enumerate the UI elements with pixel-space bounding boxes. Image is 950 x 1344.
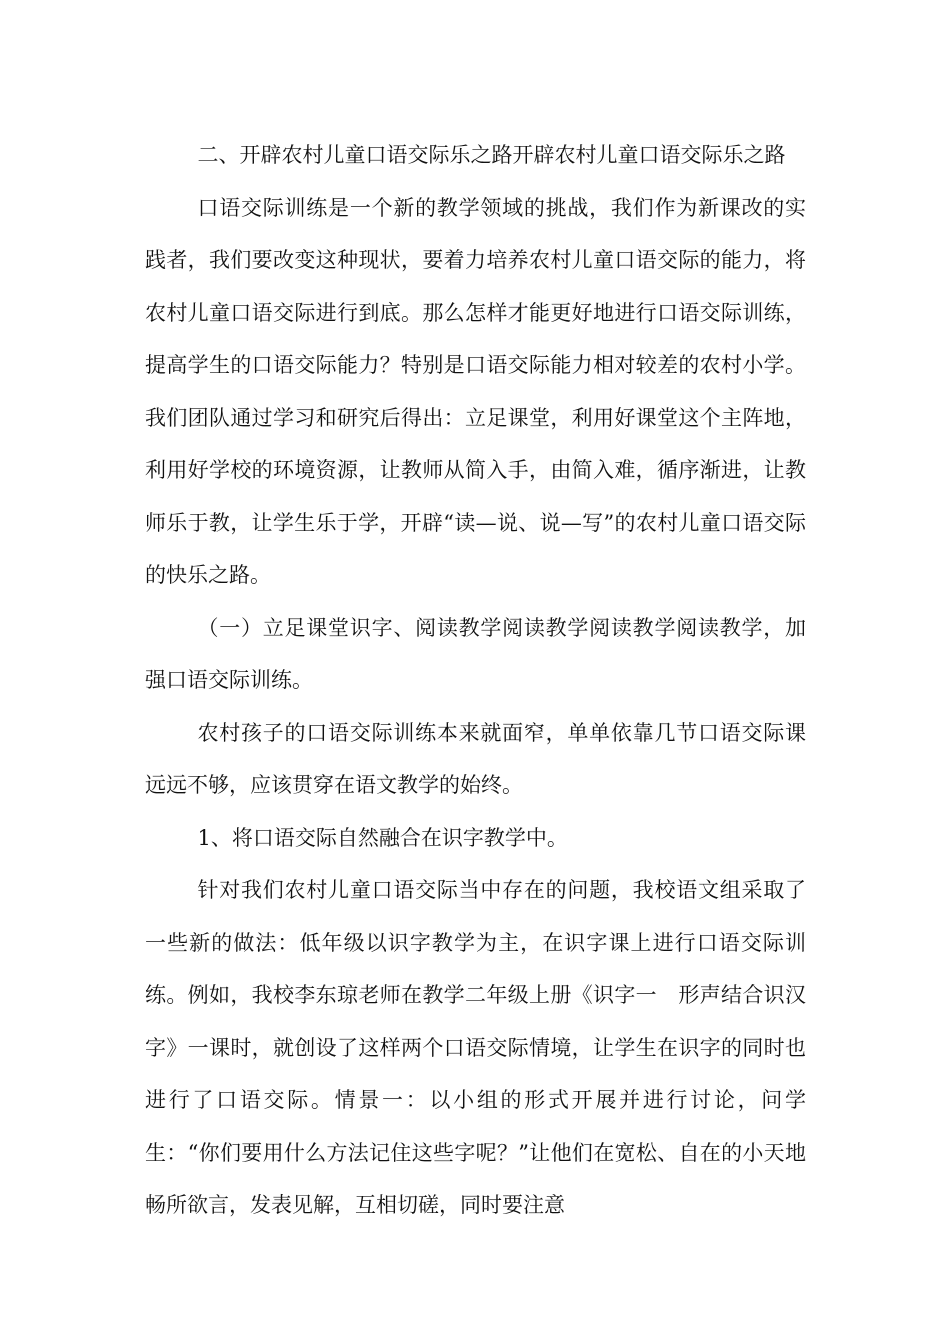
body-paragraph: 农村孩子的口语交际训练本来就面窄，单单依靠几节口语交际课远远不够，应该贯穿在语文教学的始终。: [145, 720, 806, 797]
subsection-heading: （一）立足课堂识字、阅读教学阅读教学阅读教学阅读教学，加强口语交际训练。: [145, 615, 806, 692]
numbered-item-heading: 1、将口语交际自然融合在识字教学中。: [197, 825, 568, 850]
body-paragraph: 针对我们农村儿童口语交际当中存在的问题，我校语文组采取了一些新的做法：低年级以识字教学为主，在识字课上进行口语交际训练。例如，我校李东琼老师在教学二年级上册《识字一 形声结合识汉字》一课时，就创设了这样两个口语交际情境，让学生在识字的同时也进行了口语交际。情景一：以小组的形式开展并进行讨论，问学生：“你们要用什么方法记住这些字呢？”让他们在宽松、自在的小天地畅所欲言，发表见解，互相切磋，同时要注意: [145, 878, 806, 1217]
section-heading: 二、开辟农村儿童口语交际乐之路开辟农村儿童口语交际乐之路: [197, 143, 786, 167]
body-paragraph: 口语交际训练是一个新的教学领域的挑战，我们作为新课改的实践者，我们要改变这种现状，要着力培养农村儿童口语交际的能力，将农村儿童口语交际进行到底。那么怎样才能更好地进行口语交际训练，提高学生的口语交际能力？特别是口语交际能力相对较差的农村小学。我们团队通过学习和研究后得出：立足课堂，利用好课堂这个主阵地，利用好学校的环境资源，让教师从简入手，由简入难，循序渐进，让教师乐于教，让学生乐于学，开辟“读—说、说—写”的农村儿童口语交际的快乐之路。: [145, 195, 806, 587]
